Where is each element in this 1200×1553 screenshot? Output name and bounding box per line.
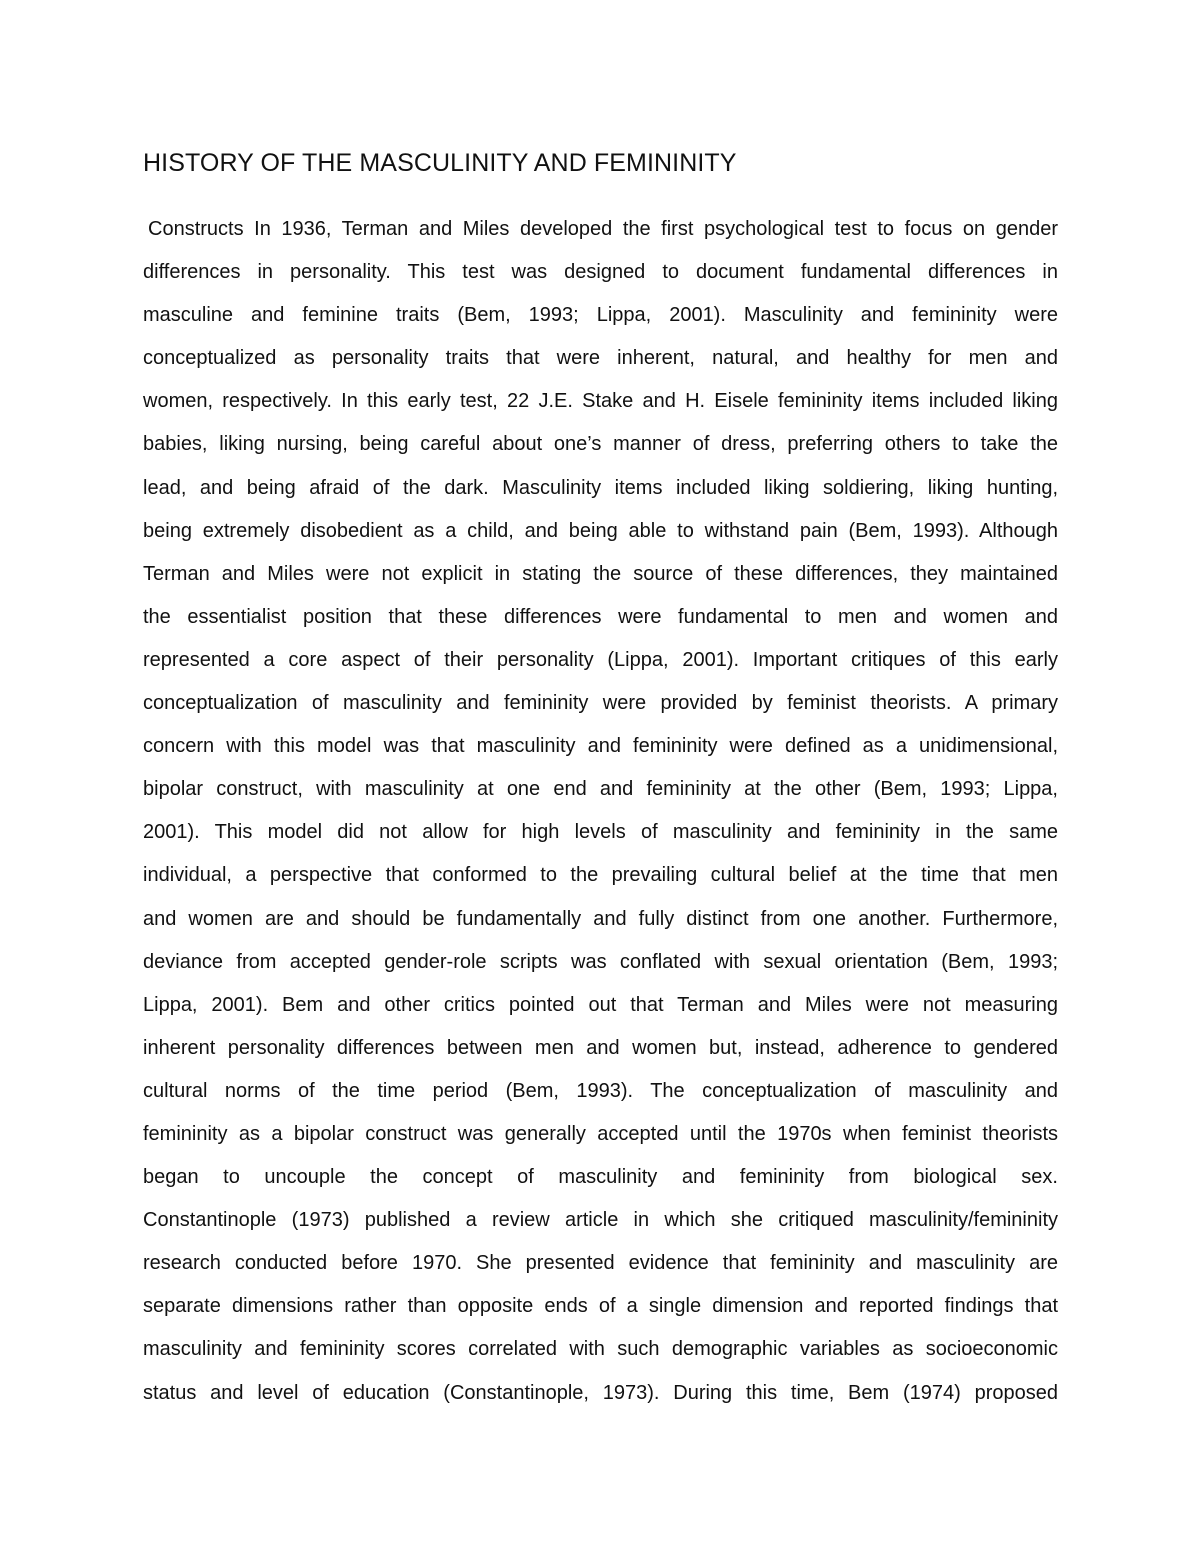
body-line: lead, and being afraid of the dark. Masculinity items included liking soldiering, liking hunting, — [143, 476, 1058, 499]
body-line: deviance from accepted gender-role scripts was conflated with sexual orientation (Bem, 1993; — [143, 950, 1058, 973]
body-line: bipolar construct, with masculinity at one end and femininity at the other (Bem, 1993; Lippa, — [143, 778, 1058, 801]
body-line: femininity as a bipolar construct was generally accepted until the 1970s when feminist theorists — [143, 1122, 1058, 1145]
body-line: Constructs In 1936, Terman and Miles developed the first psychological test to focus on gender — [148, 218, 1058, 240]
body-line: Terman and Miles were not explicit in stating the source of these differences, they maintained — [143, 562, 1058, 585]
body-line: Constantinople (1973) published a review article in which she critiqued masculinity/femininity — [143, 1209, 1058, 1232]
body-line: women, respectively. In this early test, 22 J.E. Stake and H. Eisele femininity items included liking — [143, 390, 1058, 413]
body-line: masculinity and femininity scores correlated with such demographic variables as socioeconomic — [143, 1338, 1058, 1361]
body-line: research conducted before 1970. She presented evidence that femininity and masculinity are — [143, 1252, 1058, 1275]
body-line: represented a core aspect of their personality (Lippa, 2001). Important critiques of this early — [143, 648, 1058, 671]
body-line: babies, liking nursing, being careful about one’s manner of dress, preferring others to take the — [143, 433, 1058, 456]
body-line: concern with this model was that masculinity and femininity were defined as a unidimensional, — [143, 735, 1058, 758]
body-line: differences in personality. This test was designed to document fundamental differences in — [143, 261, 1058, 284]
body-line: being extremely disobedient as a child, and being able to withstand pain (Bem, 1993). Although — [143, 519, 1058, 542]
body-line: conceptualized as personality traits that were inherent, natural, and healthy for men and — [143, 347, 1058, 370]
body-line: the essentialist position that these differences were fundamental to men and women and — [143, 605, 1058, 628]
body-line: and women are and should be fundamentally and fully distinct from one another. Furthermore, — [143, 907, 1058, 930]
body-line: cultural norms of the time period (Bem, 1993). The conceptualization of masculinity and — [143, 1079, 1058, 1102]
body-line: masculine and feminine traits (Bem, 1993; Lippa, 2001). Masculinity and femininity were — [143, 304, 1058, 327]
body-line: Lippa, 2001). Bem and other critics pointed out that Terman and Miles were not measuring — [143, 993, 1058, 1016]
body-line: inherent personality differences between men and women but, instead, adherence to gendered — [143, 1036, 1058, 1059]
document-title: HISTORY OF THE MASCULINITY AND FEMININITY — [143, 149, 737, 177]
body-line: conceptualization of masculinity and femininity were provided by feminist theorists. A primary — [143, 692, 1058, 715]
body-line: began to uncouple the concept of masculinity and femininity from biological sex. — [143, 1166, 1058, 1189]
body-line: separate dimensions rather than opposite ends of a single dimension and reported findings that — [143, 1295, 1058, 1318]
document-body — [143, 208, 1058, 1415]
body-line: status and level of education (Constantinople, 1973). During this time, Bem (1974) proposed — [143, 1381, 1058, 1404]
body-line: 2001). This model did not allow for high levels of masculinity and femininity in the same — [143, 821, 1058, 844]
body-line: individual, a perspective that conformed to the prevailing cultural belief at the time that men — [143, 864, 1058, 887]
